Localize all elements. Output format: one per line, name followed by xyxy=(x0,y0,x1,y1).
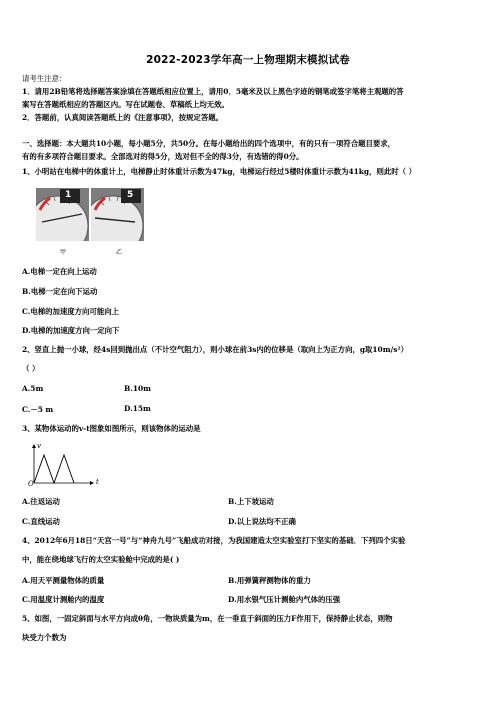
q4-option-d: D.用水银气压计测舱内气体的压强 xyxy=(228,595,341,604)
vt-origin: O xyxy=(28,480,34,488)
notice-line-1b: 案写在答题纸相应的答题区内。写在试题卷、草稿纸上均无效。 xyxy=(22,100,229,109)
q1-stem: 1、小明站在电梯中的体重计上，电梯静止时体重计示数为47kg，电梯运行经过5楼时体重计示数为41kg，则此时（ ） xyxy=(22,167,416,176)
q2-paren: （ ） xyxy=(22,364,40,373)
notice-line-1: 1．请用2B铅笔将选择题答案涂填在答题纸相应位置上，请用0．5毫米及以上黑色字迹的钢笔或签字笔将主观题的答 xyxy=(22,87,404,96)
notice-heading: 请考生注意： xyxy=(22,74,67,83)
caption-a: 甲 xyxy=(60,249,67,256)
vt-axis-v: v xyxy=(37,442,41,450)
q1-option-b: B.电梯一定在向下运动 xyxy=(22,287,98,296)
section-heading-1: 一、选择题：本大题共10小题，每小题5分，共50分。在每小题给出的四个选项中，有的只有一项符合题目要求， xyxy=(22,139,396,148)
notice-line-2: 2．答题前，认真阅读答题纸上的《注意事项》，按规定答题。 xyxy=(22,113,223,122)
scale-photo-a xyxy=(36,188,89,241)
q3-option-b: B.上下坡运动 xyxy=(228,497,274,506)
q4-option-b: B.用弹簧秤测物体的重力 xyxy=(228,576,311,585)
q2-option-c: C.－5 m xyxy=(22,405,54,414)
q4-option-a: A.用天平测量物体的质量 xyxy=(22,576,105,585)
q4-stem: 4、2012年6月18日“天宫一号”与“神舟九号”飞船成功对接，为我国建造太空实验室打下坚实的基础．下列四个实验 xyxy=(22,536,406,545)
q3-option-c: C.直线运动 xyxy=(22,517,60,526)
scale-photo-b xyxy=(91,188,144,241)
q2-option-b: B.10m xyxy=(124,384,151,393)
q2-option-a: A.5m xyxy=(22,384,44,393)
q2-stem: 2、竖直上抛一小球，经4s回到抛出点（不计空气阻力），则小球在前3s内的位移是（取向上为正方向，g取10m/s²） xyxy=(22,345,409,354)
section-heading-2: 有的有多项符合题目要求。全部选对的得5分，选对但不全的得3分，有选错的得0分。 xyxy=(22,152,304,161)
q1-option-c: C.电梯的加速度方向可能向上 xyxy=(22,307,120,316)
q4-stem-2: 中，能在绕地球飞行的太空实验舱中完成的是( ) xyxy=(22,555,180,564)
q4-option-c: C.用温度计测舱内的温度 xyxy=(22,595,105,604)
q3-stem: 3、某物体运动的v-t图象如图所示，则该物体的运动是 xyxy=(22,424,201,433)
q1-option-a: A.电梯一定在向上运动 xyxy=(22,267,97,276)
q3-option-a: A.往返运动 xyxy=(22,497,60,506)
q5-stem-2: 块受力个数为 xyxy=(22,633,67,642)
q5-stem: 5、如图，一固定斜面与水平方向成θ角，一物块质量为m，在一垂直于斜面的压力F作用下，保持静止状态，则物 xyxy=(22,614,393,623)
vt-axis-t: t xyxy=(96,478,99,486)
scale-dial-a-icon xyxy=(36,188,89,241)
scale-dial-b-icon xyxy=(91,188,144,241)
q2-option-d: D.15m xyxy=(124,404,151,413)
scale-a-number: 1 xyxy=(65,190,72,200)
caption-b: 乙 xyxy=(116,249,123,256)
q3-option-d: D.以上说法均不正确 xyxy=(228,517,296,526)
scale-b-number: 5 xyxy=(127,190,134,200)
exam-title: 2022-2023学年高一上物理期末模拟试卷 xyxy=(146,54,350,66)
q1-option-d: D.电梯的加速度方向一定向下 xyxy=(22,326,120,335)
vt-graph xyxy=(24,443,96,489)
